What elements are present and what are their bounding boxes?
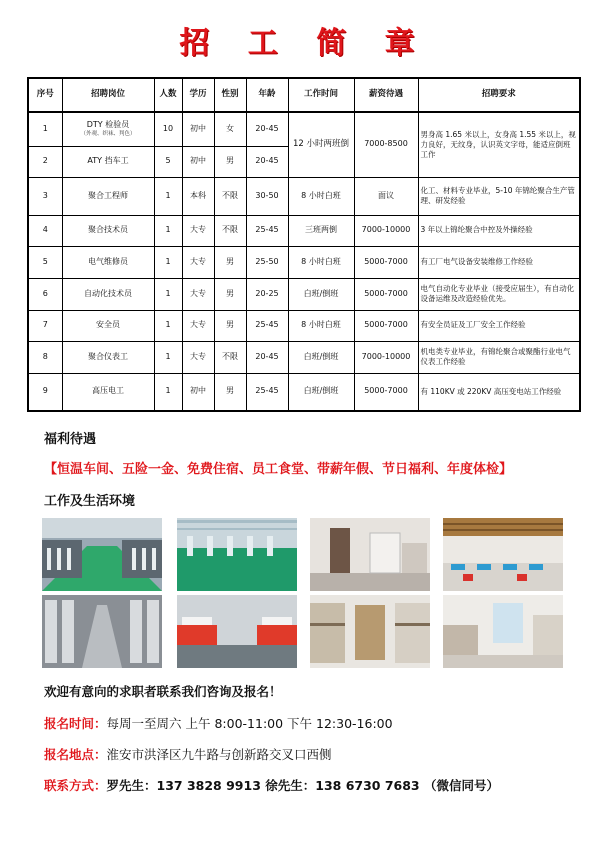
cell-time: 8 小时白班 (288, 246, 354, 278)
cell-no: 3 (28, 177, 62, 215)
signup-time-label: 报名时间： (44, 716, 107, 731)
cell-time: 三班两倒 (288, 215, 354, 246)
signup-time (44, 714, 393, 732)
cell-req: 有 110KV 或 220KV 高压变电站工作经验 (418, 373, 580, 411)
yarn-machines-photo (42, 595, 162, 668)
col-header: 学历 (182, 78, 214, 112)
cell-age: 20-45 (246, 341, 288, 373)
welfare-list: 【恒温车间、五险一金、免费住宿、员工食堂、带薪年假、节日福利、年度体检】 (44, 462, 513, 477)
cell-req: 有安全员证及工厂安全工作经验 (418, 310, 580, 341)
cell-req: 3 年以上锦纶聚合中控及外操经验 (418, 215, 580, 246)
factory-floor-photo (42, 518, 162, 591)
cell-age: 20-25 (246, 278, 288, 310)
cell-edu: 本科 (182, 177, 214, 215)
cell-count: 1 (154, 215, 182, 246)
cell-sex: 不限 (214, 215, 246, 246)
cell-edu: 初中 (182, 146, 214, 177)
cell-post: 高压电工 (62, 373, 154, 411)
col-header: 性别 (214, 78, 246, 112)
col-header: 薪资待遇 (354, 78, 418, 112)
col-header: 序号 (28, 78, 62, 112)
cell-age: 25-45 (246, 373, 288, 411)
cell-req: 化工、材料专业毕业，5-10 年锦纶聚合生产管理、研发经验 (418, 177, 580, 215)
cell-pay: 7000-8500 (354, 112, 418, 177)
cell-edu: 大专 (182, 246, 214, 278)
cell-req: 电气自动化专业毕业（接受应届生），有自动化设备运维及改造经验优先。 (418, 278, 580, 310)
cell-age: 25-50 (246, 246, 288, 278)
cell-count: 1 (154, 246, 182, 278)
cell-time: 8 小时白班 (288, 177, 354, 215)
cell-time: 白班/倒班 (288, 373, 354, 411)
col-header: 招聘岗位 (62, 78, 154, 112)
contact-value: 罗先生：137 3828 9913 徐先生：138 6730 7683 （微信同号） (106, 778, 499, 793)
welfare-heading: 福利待遇 (44, 432, 97, 447)
cell-sex: 男 (214, 146, 246, 177)
cell-count: 10 (154, 112, 182, 146)
cell-post: 聚合仪表工 (62, 341, 154, 373)
cell-sex: 不限 (214, 341, 246, 373)
table-row (28, 112, 580, 146)
table-row (28, 341, 580, 373)
workshop-green-floor-photo (177, 518, 297, 591)
post-note: （外观、织袜、判色） (80, 130, 136, 137)
poster-title: 招 工 简 章 (179, 26, 429, 61)
cell-pay: 5000-7000 (354, 310, 418, 341)
jobs-table (27, 77, 581, 412)
canteen-photo (443, 518, 563, 591)
cell-age: 25-45 (246, 215, 288, 246)
cell-time: 白班/倒班 (288, 341, 354, 373)
cell-no: 2 (28, 146, 62, 177)
signup-time-value: 每周一至周六 上午 8:00-11:00 下午 12:30-16:00 (106, 716, 393, 731)
cell-post: 自动化技术员 (62, 278, 154, 310)
col-header: 招聘要求 (418, 78, 580, 112)
cell-sex: 不限 (214, 177, 246, 215)
contact-label: 联系方式： (44, 778, 107, 793)
cell-pay: 5000-7000 (354, 278, 418, 310)
cell-pay: 5000-7000 (354, 373, 418, 411)
cell-edu: 大专 (182, 341, 214, 373)
table-row (28, 373, 580, 411)
table-row (28, 246, 580, 278)
dormitory-room-photo (310, 518, 430, 591)
cell-post (62, 112, 154, 146)
cell-edu: 初中 (182, 112, 214, 146)
cell-count: 1 (154, 373, 182, 411)
cell-time: 8 小时白班 (288, 310, 354, 341)
cell-no: 9 (28, 373, 62, 411)
cell-no: 6 (28, 278, 62, 310)
bunk-bed-room-photo (310, 595, 430, 668)
cell-post: ATY 挡车工 (62, 146, 154, 177)
warehouse-photo (177, 595, 297, 668)
cell-post: 电气维修员 (62, 246, 154, 278)
cell-time: 12 小时两班倒 (288, 112, 354, 177)
cell-count: 1 (154, 177, 182, 215)
cell-pay: 7000-10000 (354, 215, 418, 246)
cell-count: 1 (154, 278, 182, 310)
table-row (28, 215, 580, 246)
cell-req: 机电类专业毕业，有锦纶聚合或聚酯行业电气仪表工作经验 (418, 341, 580, 373)
cell-edu: 大专 (182, 310, 214, 341)
cell-edu: 大专 (182, 215, 214, 246)
cell-pay: 面议 (354, 177, 418, 215)
table-row (28, 177, 580, 215)
cell-no: 5 (28, 246, 62, 278)
cell-no: 4 (28, 215, 62, 246)
cell-sex: 女 (214, 112, 246, 146)
cell-age: 30-50 (246, 177, 288, 215)
welcome-text: 欢迎有意向的求职者联系我们咨询及报名！ (44, 684, 282, 699)
cell-count: 1 (154, 341, 182, 373)
cell-edu: 初中 (182, 373, 214, 411)
cell-sex: 男 (214, 278, 246, 310)
cell-sex: 男 (214, 310, 246, 341)
cell-no: 1 (28, 112, 62, 146)
cell-sex: 男 (214, 246, 246, 278)
col-header: 工作时间 (288, 78, 354, 112)
cell-no: 8 (28, 341, 62, 373)
table-header-row (28, 78, 580, 112)
cell-age: 20-45 (246, 112, 288, 146)
cell-count: 5 (154, 146, 182, 177)
apartment-room-photo (443, 595, 563, 668)
cell-post: 聚合工程师 (62, 177, 154, 215)
cell-no: 7 (28, 310, 62, 341)
cell-age: 20-45 (246, 146, 288, 177)
cell-time: 白班/倒班 (288, 278, 354, 310)
table-row (28, 310, 580, 341)
cell-age: 25-45 (246, 310, 288, 341)
cell-pay: 7000-10000 (354, 341, 418, 373)
cell-req: 有工厂电气设备安装维修工作经验 (418, 246, 580, 278)
contact-info (44, 776, 499, 794)
cell-post: 安全员 (62, 310, 154, 341)
col-header: 年龄 (246, 78, 288, 112)
cell-req: 男身高 1.65 米以上，女身高 1.55 米以上，视力良好，无纹身，认识英文字母，能适应倒班工作 (418, 112, 580, 177)
col-header: 人数 (154, 78, 182, 112)
cell-post: 聚合技术员 (62, 215, 154, 246)
signup-place-value: 淮安市洪泽区九牛路与创新路交叉口西侧 (106, 747, 332, 762)
cell-count: 1 (154, 310, 182, 341)
signup-place (44, 745, 332, 763)
cell-edu: 大专 (182, 278, 214, 310)
cell-pay: 5000-7000 (354, 246, 418, 278)
post-name: DTY 检验员 (86, 120, 130, 130)
signup-place-label: 报名地点： (44, 747, 107, 762)
table-row (28, 278, 580, 310)
environment-heading: 工作及生活环境 (44, 494, 136, 509)
cell-sex: 男 (214, 373, 246, 411)
